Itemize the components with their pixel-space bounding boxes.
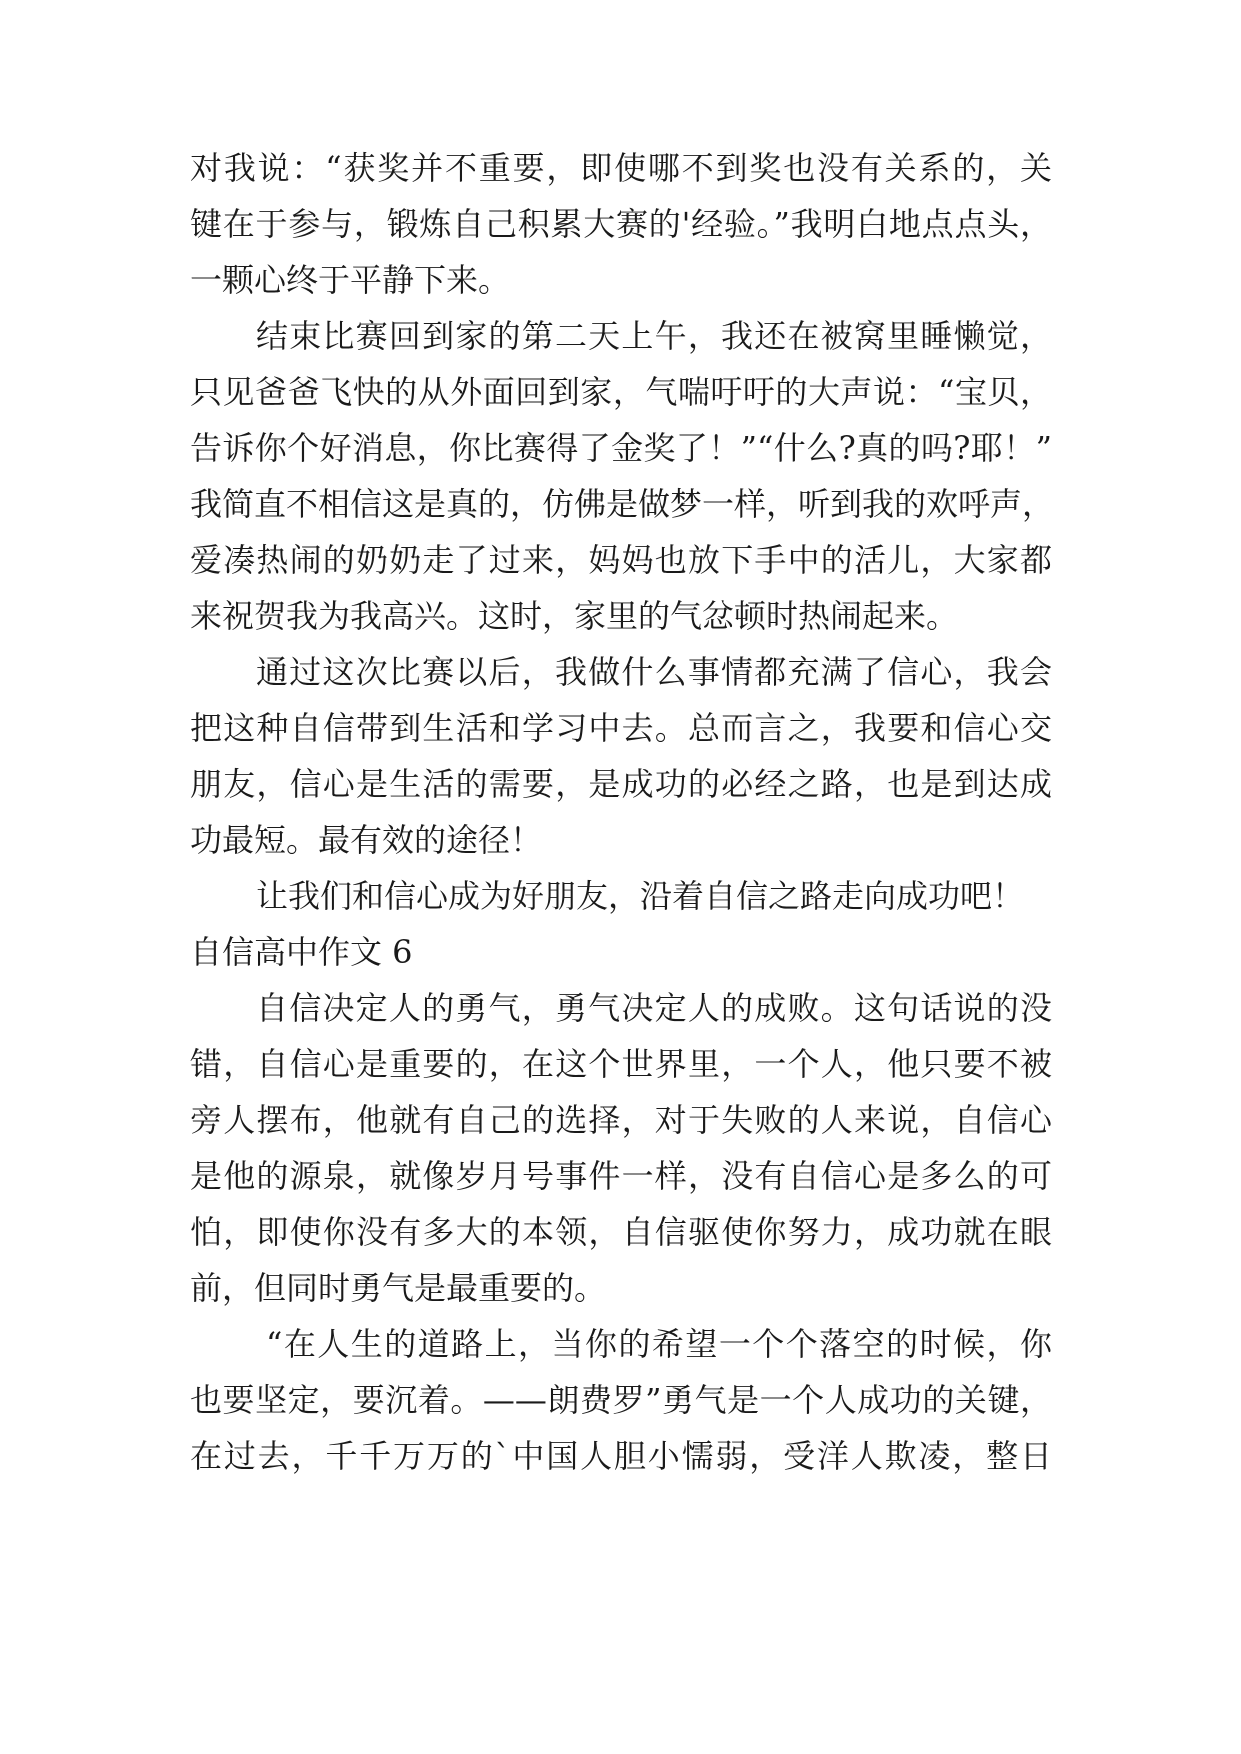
text-line: 旁人摆布，他就有自己的选择，对于失败的人来说，自信心 [190, 1101, 1052, 1139]
text-line: 自信决定人的勇气，勇气决定人的成败。这句话说的没 [256, 989, 1052, 1027]
text-line: 是他的源泉，就像岁月号事件一样，没有自信心是多么的可 [190, 1157, 1052, 1195]
text-line: “在人生的道路上，当你的希望一个个落空的时候，你 [266, 1325, 1052, 1363]
text-line: 通过这次比赛以后，我做什么事情都充满了信心，我会 [256, 653, 1052, 691]
text-line: 告诉你个好消息，你比赛得了金奖了！”“什么?真的吗?耶！” [190, 429, 1052, 467]
text-line: 只见爸爸飞快的从外面回到家，气喘吁吁的大声说：“宝贝， [190, 373, 1052, 411]
text-line: 爱凑热闹的奶奶走了过来，妈妈也放下手中的活儿，大家都 [190, 541, 1052, 579]
text-line: 在过去，千千万万的`中国人胆小懦弱，受洋人欺凌，整日 [190, 1437, 1052, 1475]
text-line: 键在于参与，锻炼自己积累大赛的'经验。”我明白地点点头， [190, 205, 1052, 243]
text-line: 我简直不相信这是真的，仿佛是做梦一样，听到我的欢呼声， [190, 485, 1055, 523]
text-line: 前，但同时勇气是最重要的。 [190, 1269, 607, 1307]
text-line: 一颗心终于平静下来。 [190, 261, 511, 299]
text-line: 怕，即使你没有多大的本领，自信驱使你努力，成功就在眼 [190, 1213, 1052, 1251]
text-line: 错，自信心是重要的，在这个世界里，一个人，他只要不被 [190, 1045, 1052, 1083]
text-line: 功最短。最有效的途径！ [190, 821, 543, 859]
text-line: 朋友，信心是生活的需要，是成功的必经之路，也是到达成 [190, 765, 1052, 803]
text-line: 结束比赛回到家的第二天上午，我还在被窝里睡懒觉， [256, 317, 1052, 355]
text-line: 来祝贺我为我高兴。这时，家里的气忿顿时热闹起来。 [190, 597, 959, 635]
section-heading: 自信高中作文 6 [190, 933, 413, 971]
text-line: 让我们和信心成为好朋友，沿着自信之路走向成功吧！ [256, 877, 1025, 915]
text-line: 也要坚定，要沉着。——朗费罗”勇气是一个人成功的关键， [190, 1381, 1052, 1419]
text-line: 把这种自信带到生活和学习中去。总而言之，我要和信心交 [190, 709, 1052, 747]
text-line: 对我说：“获奖并不重要，即使哪不到奖也没有关系的，关 [190, 149, 1052, 187]
